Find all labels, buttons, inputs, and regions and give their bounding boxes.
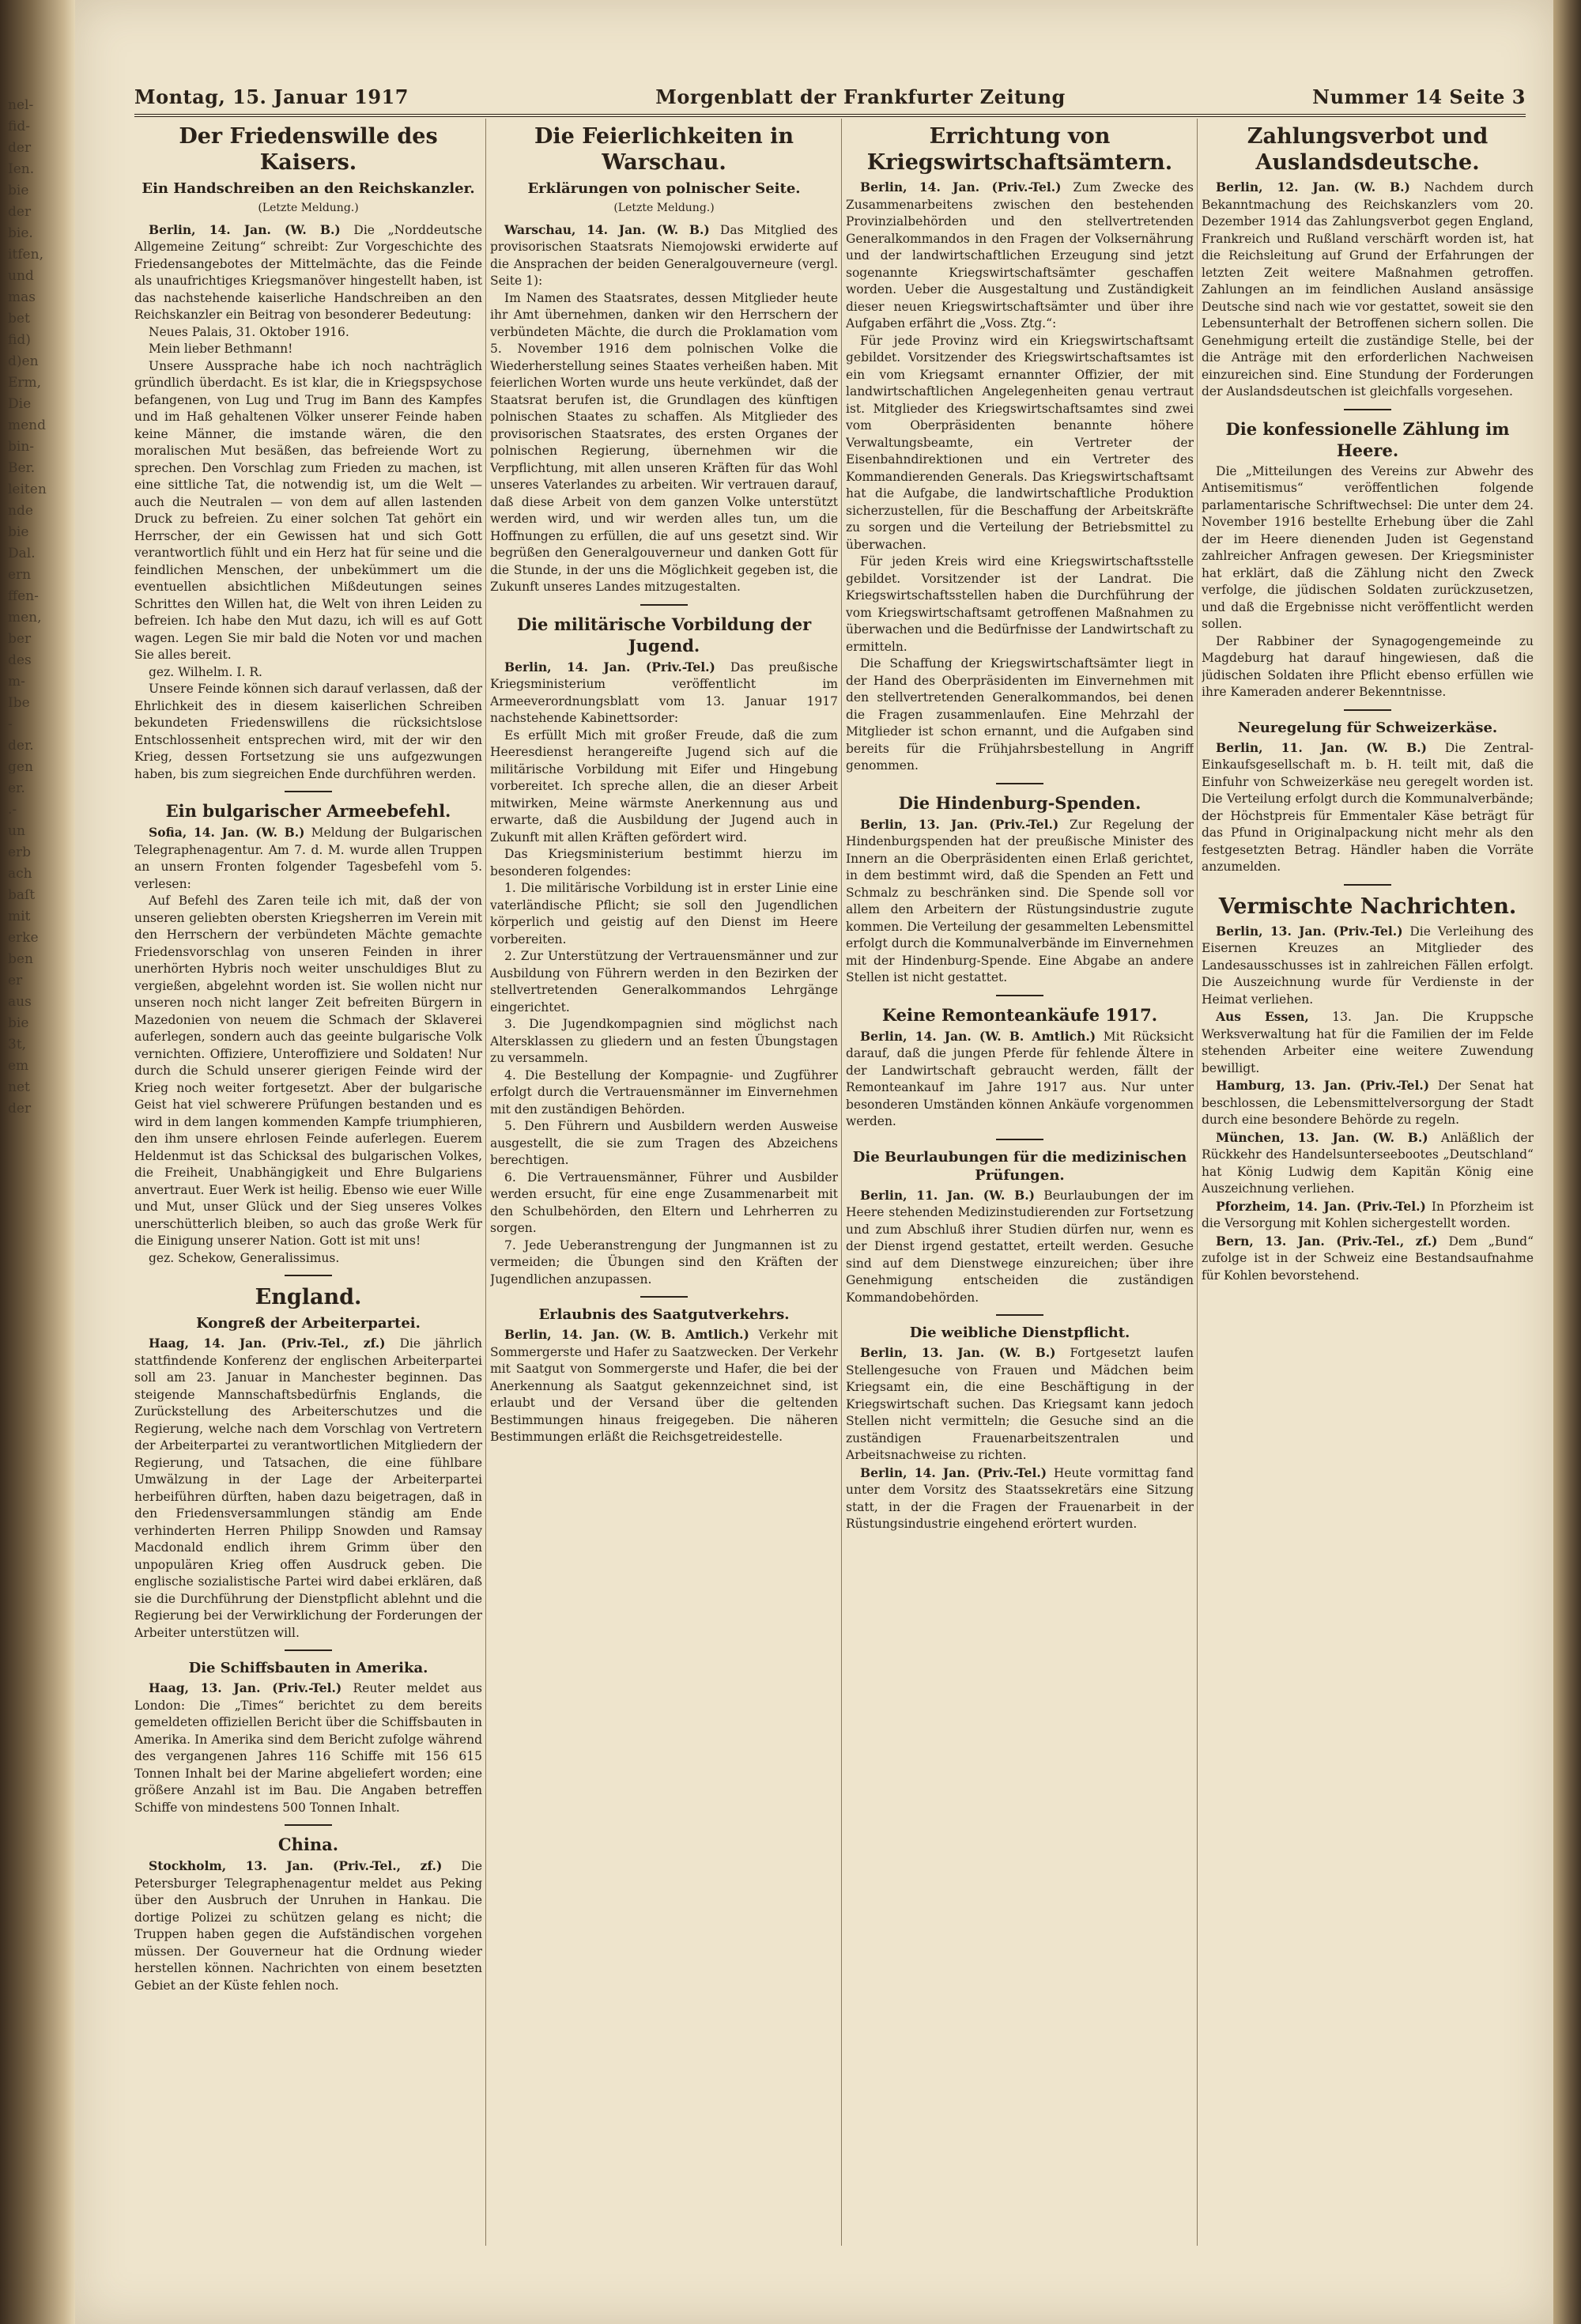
paragraph-text: Beurlaubungen der im Heere stehenden Medizinstudierenden zur Fortsetzung und zum Abschluß ihrer Studien dürfen nur, wenn es der Dienst irgend gestattet, erteilt werden. Gesuche sind auf dem Dienstwege einzureichen; über ihre Genehmigung entscheiden die zuständigen Kommandobehörden. [846, 1188, 1194, 1305]
paragraph-text: Fortgesetzt laufen Stellengesuche von Frauen und Mädchen beim Kriegsamt ein, die eine Beschäftigung in der Kriegswirtschaft suchen. Das Kriegsamt kann jedoch Stellen nicht vermitteln; die Gesuche sind an die zuständigen Frauenarbeitszentralen und Arbeitsnachweise zu richten. [846, 1346, 1194, 1462]
article-headline: Errichtung von Kriegswirtschaftsämtern. [866, 124, 1173, 175]
article-paragraph [846, 1344, 1194, 1464]
paragraph-text: Mit Rücksicht darauf, daß die jungen Pferde für fehlende Ältere in der Landwirtschaft gebraucht werden, fällt der Remonteankauf im Jahre 1917 aus. Nur unter besonderen Umständen können Ankäufe vorgenommen werden. [846, 1029, 1194, 1128]
article-subheadline: Kongreß der Arbeiterpartei. [196, 1315, 421, 1332]
article-paragraph [490, 1326, 838, 1446]
article-paragraph [1202, 1008, 1534, 1077]
paragraph-text: Das Mitglied des provisorischen Staatsrats Niemojowski erwiderte auf die Ansprachen der beiden Generalgouverneure (vergl. Seite 1): [490, 222, 838, 288]
article [134, 1824, 482, 1994]
article-headline: Keine Remonteankäufe 1917. [881, 1004, 1158, 1025]
article-paragraph [490, 221, 838, 290]
article-paragraph [134, 1335, 482, 1642]
article-paragraph [846, 179, 1194, 333]
paragraph-text: Dem „Bund“ zufolge ist in der Schweiz eine Bestandsaufnahme für Kohlen bevorstehend. [1202, 1234, 1534, 1283]
paragraph-text: Reuter meldet aus London: Die „Times“ berichtet zu dem bereits gemeldeten offiziellen Bericht über die Schiffsbauten in Amerika. In Amerika sind dem Bericht zufolge während des vergangenen Jahres 116 Schiffe mit 156 615 Tonnen Inhalt bei der Marine abgeliefert worden; eine größere Anzahl ist im Bau. Die Angaben betreffen Schiffe von mindestens 500 Tonnen Inhalt. [134, 1681, 482, 1815]
article-separator [285, 1649, 332, 1651]
article-paragraph [134, 824, 482, 893]
article-paragraph [490, 727, 838, 847]
dateline: Haag, 14. Jan. (Priv.-Tel., zf.) [149, 1336, 386, 1351]
article-headline: England. [255, 1285, 362, 1309]
article [490, 123, 838, 596]
dateline: Berlin, 12. Jan. (W. B.) [1216, 179, 1410, 195]
article-headline: Vermischte Nachrichten. [1218, 894, 1517, 919]
article-separator [285, 1824, 332, 1826]
article-headline: Ein bulgarischer Armeebefehl. [165, 801, 451, 821]
dateline: Berlin, 14. Jan. (W. B. Amtlich.) [504, 1327, 749, 1342]
article-paragraph [490, 659, 838, 727]
article-headline: Die konfessionelle Zählung im Heere. [1225, 418, 1510, 460]
paragraph-text: 3. Die Jugendkompagnien sind möglichst nach Altersklassen zu gliedern und an festen Übungstagen zu versammeln. [490, 1017, 838, 1065]
article-subheadline: Ein Handschreiben an den Reichskanzler. [141, 180, 475, 197]
paragraph-text: 6. Die Vertrauensmänner, Führer und Ausbilder werden ersucht, für eine enge Zusammenarbeit mit den Schulbehörden, den Eltern und Lehrherren zu sorgen. [490, 1170, 838, 1235]
dateline: Berlin, 11. Jan. (W. B.) [1216, 739, 1427, 755]
article-headline: Die militärische Vorbildung der Jugend. [516, 614, 812, 656]
article [134, 1275, 482, 1642]
paragraph-text: Der Rabbiner der Synagogengemeinde zu Magdeburg hat darauf hingewiesen, daß die jüdischen Soldaten ihre Pflicht ebenso erfüllen wie ihre Kameraden anderer Bekenntnisse. [1202, 633, 1534, 699]
dateline: Warschau, 14. Jan. (W. B.) [504, 221, 710, 237]
article-separator [1344, 409, 1391, 410]
dateline: Sofia, 14. Jan. (W. B.) [149, 825, 305, 840]
dateline: Hamburg, 13. Jan. (Priv.-Tel.) [1216, 1078, 1430, 1093]
article-subheadline: Erklärungen von polnischer Seite. [527, 180, 801, 197]
article [1202, 709, 1534, 876]
dateline: Berlin, 14. Jan. (W. B.) [149, 221, 341, 237]
paragraph-text: Die Zentral-Einkaufsgesellschaft m. b. H. teilt mit, daß die Einfuhr von Schweizerkäse neu geregelt worden ist. Die Verteilung erfolgt durch die Kommunalverbände; der Höchstpreis für Emmentaler Käse beträgt für das Pfund in Originalpackung nicht mehr als den festgesetzten Betrag. Händler haben die Vorräte anzumelden. [1202, 740, 1534, 874]
paragraph-text: Die Petersburger Telegraphenagentur meldet aus Peking über den Ausbruch der Unruhen in Hankau. Die dortige Polizei zu schützen gelang es nicht; die Truppen haben gegen die Aufständischen vorgehen müssen. Der Gouverneur hat die Ordnung wieder herstellen können. Nachrichten von einem besetzten Gebiet an der Küste fehlen noch. [134, 1859, 482, 1993]
paragraph-text: 2. Zur Unterstützung der Vertrauensmänner und zur Ausbildung von Führern werden in den Bezirken der stellvertretenden Generalkommandos Lehrgänge eingerichtet. [490, 949, 838, 1015]
article-separator [285, 791, 332, 792]
article [846, 1314, 1194, 1533]
article [1202, 884, 1534, 1285]
article-headline: Der Friedenswille des Kaisers. [179, 124, 438, 175]
paragraph-text: 5. Den Führern und Ausbildern werden Ausweise ausgestellt, die sie zum Tragen des Abzeichens berechtigen. [490, 1119, 838, 1167]
article-separator [996, 995, 1043, 996]
article [134, 791, 482, 1267]
paragraph-text: Meldung der Bulgarischen Telegraphenagentur. Am 7. d. M. wurde allen Truppen an unsern Fronten folgender Tagesbefehl vom 5. verlesen: [134, 826, 482, 891]
paragraph-text: Die jährlich stattfindende Konferenz der englischen Arbeiterpartei soll am 23. Januar in Manchester beginnen. Das steigende Mannschaftsbedürfnis Englands, die Zurückstellung des Arbeiterschutzes und die Regierung, welche nach dem Vorschlag von Vertretern der Arbeiterpartei zu verantwortlichen Mitgliedern der Regierung, und Tatsachen, die eine fühlbare Umwälzung in der Lage der Arbeiterpartei herbeiführen dürften, haben dazu beigetragen, daß in den Friedensversammlungen ständig am Ende verhinderten Herren Philipp Snowden und Ramsay Macdonald endlich ihrem Grimm über den unpopulären Krieg offen Ausdruck geben. Die englische sozialistische Partei wird dabei erklären, daß sie die Durchführung der Dienstpflicht ablehnt und die Regierung bei der Verwirklichung der Forderungen der Arbeiter unterstützen will. [134, 1336, 482, 1640]
article [1202, 409, 1534, 701]
paragraph-text: Die Verleihung des Eisernen Kreuzes an Mitglieder des Landesausschusses ist in zahlreichen Fällen erfolgt. Die Auszeichnung wurde für Verdienste in der Heimat verliehen. [1202, 924, 1534, 1007]
article-paragraph [1202, 923, 1534, 1009]
article-paragraph [490, 846, 838, 880]
article-paragraph [1202, 463, 1534, 633]
paragraph-text: Die Schaffung der Kriegswirtschaftsämter liegt in der Hand des Oberpräsidenten im Einvernehmen mit den stellvertretenden Generalkommandos, bei denen die Fragen zusammenlaufen. Eine Mehrzahl der Mitglieder ist schon ernannt, und die Aufgaben sind bereits für die Frühjahrsbestellung in Angriff genommen. [846, 656, 1194, 773]
article-paragraph [490, 1170, 838, 1238]
paragraph-text: Auf Befehl des Zaren teile ich mit, daß der von unseren geliebten obersten Kriegsherren im Verein mit den Herrschern der verbündeten Mächte gemachte Friedensvorschlag von unseren Feinden in ihrer unerhörten Hybris noch weiter unschuldiges Blut zu vergießen, abgelehnt worden ist. Sie wollen nicht nur unseren noch nicht langer Zeit befreiten Bürgern in Mazedonien von neuem die Schmach der Sklaverei auferlegen, sondern auch das geeinte bulgarische Volk vernichten. Offiziere, Unteroffiziere und Soldaten! Nur durch die Schuld unserer gierigen Feinde wird der Krieg noch weiter fortgesetzt. Aber der bulgarische Geist hat viel schwerere Prüfungen bestanden und es wird in dem langen kommenden Kampfe triumphieren, den ihm unsere ehrlosen Feinde auferlegen. Euerem Heldenmut ist das Schicksal des bulgarischen Volkes, die Freiheit, Unabhängigkeit und Ehre Bulgariens anvertraut. Euer Werk ist heilig. Ebenso wie euer Wille und Mut, unser Glück und der Sieg unseres Volkes unerschütterlich bleiben, so auch das große Werk für die Einigung unserer Nation. Gott ist mit uns! [134, 894, 482, 1248]
article-paragraph [490, 948, 838, 1016]
column-2 [490, 119, 838, 2254]
dateline: Berlin, 14. Jan. (W. B. Amtlich.) [860, 1028, 1096, 1044]
article-paragraph [490, 290, 838, 596]
article-paragraph [490, 1238, 838, 1289]
article [846, 783, 1194, 987]
masthead-issue: Nummer 14 Seite 3 [1312, 85, 1526, 108]
article-paragraph [1202, 1129, 1534, 1198]
article [846, 123, 1194, 775]
article-paragraph [1202, 1198, 1534, 1233]
paragraph-text: 1. Die militärische Vorbildung ist in erster Linie eine vaterländische Pflicht; sie soll den Jugendlichen körperlich und geistig auf den Dienst im Heere vorbereiten. [490, 881, 838, 947]
dateline: Berlin, 14. Jan. (Priv.-Tel.) [504, 659, 715, 675]
article-separator [1344, 884, 1391, 886]
article-paragraph [134, 1857, 482, 1994]
paragraph-text: Der Senat hat beschlossen, die Lebensmittelversorgung der Stadt durch eine besondere Behörde zu regeln. [1202, 1079, 1534, 1127]
paragraph-text: Unsere Feinde können sich darauf verlassen, daß der Ehrlichkeit des in diesem kaiserlichen Schreiben bekundeten Friedenswillens die rücksichtslose Entschlossenheit entsprechen wird, mit der wir den Krieg, dessen Fortsetzung sie uns aufgezwungen haben, bis zum siegreichen Ende durchführen werden. [134, 682, 482, 781]
paragraph-text: Anläßlich der Rückkehr des Handelsunterseebootes „Deutschland“ hat König Ludwig dem Kapitän König eine Auszeichnung verliehen. [1202, 1130, 1534, 1196]
paragraph-text: 13. Jan. Die Kruppsche Werksverwaltung hat für die Familien der im Felde stehenden Arbeiter eine weitere Zuwendung bewilligt. [1202, 1010, 1534, 1075]
dateline: Berlin, 13. Jan. (Priv.-Tel.) [860, 816, 1059, 832]
paragraph-text: Das Kriegsministerium bestimmt hierzu im besonderen folgendes: [490, 847, 838, 879]
book-binding [0, 0, 75, 2324]
masthead-title: Morgenblatt der Frankfurter Zeitung [655, 85, 1066, 108]
paragraph-text: Die „Mitteilungen des Vereins zur Abwehr des Antisemitismus“ veröffentlichen folgende parlamentarische Schriftwechsel: Die unter dem 24. November 1916 bestellte Erhebung über die Zahl der im Heere dienenden Juden ist Gegenstand zahlreicher Anfragen gewesen. Der Kriegsminister hat erklärt, daß die Zählung nicht den Zweck verfolge, die jüdischen Soldaten zurückzusetzen, und daß die Ergebnisse nicht veröffentlicht werden sollen. [1202, 463, 1534, 631]
column-1 [134, 119, 482, 2254]
article-headline: Die Beurlaubungen für die medizinischen Prüfungen. [852, 1148, 1187, 1184]
paragraph-text: Die „Norddeutsche Allgemeine Zeitung“ schreibt: Zur Vorgeschichte des Friedensangebotes der Mittelmächte, das die Feinde als unaufrichtiges Kriegsmanöver hingestellt haben, ist das nachstehende kaiserliche Handschreiben an den Reichskanzler ein Beitrag von besonderer Bedeutung: [134, 222, 482, 322]
article-paragraph [846, 1464, 1194, 1533]
article-note: (Letzte Meldung.) [258, 202, 359, 214]
column-rule [1197, 119, 1198, 2246]
article-paragraph [490, 880, 838, 948]
article [846, 1139, 1194, 1307]
article-separator [1344, 709, 1391, 711]
paragraph-text: Unsere Aussprache habe ich noch nachträglich gründlich überdacht. Es ist klar, die in Kriegspsychose befangenen, von Lug und Trug im Bann des Kampfes und im Haß gehaltenen Völker unserer Feinde haben keine Männer, die imstande wären, die den moralischen Mut besäßen, das befreiende Wort zu sprechen. Den Vorschlag zum Frieden zu machen, ist eine sittliche Tat, die notwendig ist, um die Welt — auch die Neutralen — von dem auf allen lastenden Druck zu befreien. Zu einer solchen Tat gehört ein Herrscher, der ein Gewissen hat und sich Gott verantwortlich fühlt und ein Herz hat für seine und die feindlichen Menschen, der unbekümmert um die eventuellen absichtlichen Mißdeutungen seines Schrittes den Willen hat, die Welt von ihren Leiden zu befreien. Ich habe den Mut dazu, ich will es auf Gott wagen. Legen Sie mir bald die Noten vor und machen Sie alles bereit. [134, 358, 482, 662]
masthead-date: Montag, 15. Januar 1917 [134, 85, 409, 108]
dateline: Berlin, 14. Jan. (Priv.-Tel.) [860, 1464, 1047, 1480]
column-3 [846, 119, 1194, 2254]
article-paragraph [490, 1016, 838, 1068]
article-paragraph [490, 1068, 838, 1119]
article-paragraph [846, 1028, 1194, 1131]
paragraph-text: Das preußische Kriegsministerium veröffentlicht im Armeeverordnungsblatt vom 13. Januar 1917 nachstehende Kabinettsorder: [490, 659, 838, 725]
column-rule [841, 119, 842, 2246]
paragraph-text: Für jeden Kreis wird eine Kriegswirtschaftsstelle gebildet. Vorsitzender ist der Landrat. Die Kriegswirtschaftsstellen haben die Durchführung der vom Kriegswirtschaftsamt getroffenen Maßnahmen zu überwachen und die Bedürfnisse der Landwirtschaft zu ermitteln. [846, 554, 1194, 654]
article [134, 1649, 482, 1816]
dateline: Bern, 13. Jan. (Priv.-Tel., zf.) [1216, 1233, 1438, 1249]
article [846, 995, 1194, 1131]
column-4 [1202, 119, 1534, 2254]
article-paragraph [1202, 1233, 1534, 1285]
article-paragraph [134, 1680, 482, 1816]
article-headline: Die Feierlichkeiten in Warschau. [534, 124, 794, 175]
paragraph-text: Für jede Provinz wird ein Kriegswirtschaftsamt gebildet. Vorsitzender des Kriegswirtschaftsamtes ist ein vom Kriegsamt ernannter Offizier, der mit landwirtschaftlichen Angelegenheiten genau vertraut ist. Mitglieder des Kriegswirtschaftsamtes sind zwei vom Oberpräsidenten benannte höhere Verwaltungsbeamte, ein Vertreter der Eisenbahndirektionen und ein Vertreter des Kommandierenden Generals. Das Kriegswirtschaftsamt hat die Aufgabe, die landwirtschaftliche Produktion sicherzustellen, für die Beschaffung der Arbeitskräfte zu sorgen und die Verteilung der Betriebsmittel zu überwachen. [846, 333, 1194, 552]
article [1202, 123, 1534, 401]
paragraph-text: Neues Palais, 31. Oktober 1916. [149, 324, 349, 339]
article-headline: Die Hindenburg-Spenden. [898, 792, 1141, 813]
paragraph-text: Zum Zwecke des Zusammenarbeitens zwischen den bestehenden Provinzialbehörden und den stellvertretenden Generalkommandos in den Fragen der Volksernährung und der landwirtschaftlichen Erzeugung sind jetzt sogenannte Kriegswirtschaftsämter geschaffen worden. Ueber die Ausgestaltung und Zuständigkeit dieser neuen Kriegswirtschaftsämter und über ihre Aufgaben erfährt die „Voss. Ztg.“: [846, 180, 1194, 331]
newspaper-page [75, 0, 1553, 2324]
paragraph-text: 7. Jede Ueberanstrengung der Jungmannen ist zu vermeiden; die Übungen sind den Kräften der Jugendlichen anzupassen. [490, 1238, 838, 1287]
paragraph-text: gez. Wilhelm. I. R. [149, 664, 262, 679]
paragraph-text: 4. Die Bestellung der Kompagnie- und Zugführer erfolgt durch die Vertrauensmänner im Einvernehmen mit den zuständigen Behörden. [490, 1068, 838, 1117]
dateline: Berlin, 14. Jan. (Priv.-Tel.) [860, 179, 1062, 195]
dateline: Pforzheim, 14. Jan. (Priv.-Tel.) [1216, 1198, 1426, 1214]
article-paragraph [846, 1187, 1194, 1307]
paragraph-text: Nachdem durch Bekanntmachung des Reichskanzlers vom 20. Dezember 1914 das Zahlungsverbot gegen England, Frankreich und Rußland verschärft worden ist, hat die Reichsleitung auf Grund der Erfahrungen der letzten Zeit weitere Maßnahmen getroffen. Zahlungen an im feindlichen Ausland ansässige Deutsche sind nach wie vor gestattet, soweit sie den Lebensunterhalt der Betroffenen sichern sollen. Die Genehmigung erteilt die zuständige Stelle, bei der die Anträge mit den erforderlichen Nachweisen einzureichen sind. Eine Stundung der Forderungen der Auslandsdeutschen ist gleichfalls vorgesehen. [1202, 180, 1534, 399]
article-headline: Zahlungsverbot und Auslandsdeutsche. [1247, 124, 1489, 175]
paragraph-text: Im Namen des Staatsrates, dessen Mitglieder heute ihr Amt übernehmen, danken wir den Herrschern der verbündeten Mächte, die durch die Proklamation vom 5. November 1916 dem polnischen Volke die Wiederherstellung seines Staates verheißen haben. Mit feierlichen Worten wurde uns heute verkündet, daß der Staatsrat berufen ist, die Grundlagen des künftigen polnischen Staates zu schaffen. Als Mitglieder des provisorischen Staatsrates, des ersten Organes der polnischen Regierung, übernehmen wir die Verpflichtung, mit allen unseren Kräften für das Wohl unseres Vaterlandes zu arbeiten. Wir vertrauen darauf, daß diese Arbeit von dem ganzen Volke unterstützt werden wird, und wir werden alles tun, um die Hoffnungen zu erfüllen, die auf uns gesetzt sind. Wir begrüßen den Generalgouverneur und danken Gott für die Stunde, in der uns die Möglichkeit gegeben ist, die Zukunft unseres Landes mitzugestalten. [490, 290, 838, 594]
page-edge [1553, 0, 1581, 2324]
article [134, 123, 482, 783]
article [490, 604, 838, 1289]
dateline: Haag, 13. Jan. (Priv.-Tel.) [149, 1680, 342, 1695]
paragraph-text: Zur Regelung der Hindenburgspenden hat der preußische Minister des Innern an die Oberpräsidenten einen Erlaß gerichtet, in dem bestimmt wird, daß die Spenden an Fett und Schmalz zu beschränken sind. Die Spende soll vor allem den Arbeitern der Rüstungsindustrie zugute kommen. Die Verteilung der gesammelten Lebensmittel erfolgt durch die Kommunalverbände im Einvernehmen mit der Hindenburg-Spende. Eine Abgabe an andere Stellen ist nicht gestattet. [846, 817, 1194, 984]
article-note: (Letzte Meldung.) [613, 202, 715, 214]
dateline: München, 13. Jan. (W. B.) [1216, 1129, 1428, 1145]
article-paragraph [1202, 179, 1534, 401]
article-headline: China. [277, 1835, 339, 1854]
article-paragraph [1202, 1077, 1534, 1129]
article-paragraph [1202, 739, 1534, 876]
dateline: Berlin, 13. Jan. (W. B.) [860, 1345, 1056, 1360]
article-separator [640, 604, 688, 606]
dateline: Stockholm, 13. Jan. (Priv.-Tel., zf.) [149, 1858, 443, 1873]
article-paragraph [134, 358, 482, 664]
column-rule [485, 119, 486, 2246]
article-paragraph [134, 893, 482, 1250]
article-separator [996, 1139, 1043, 1140]
dateline: Aus Essen, [1216, 1009, 1309, 1024]
article-separator [996, 1314, 1043, 1316]
article-separator [640, 1296, 688, 1298]
article-paragraph [134, 664, 482, 682]
article-paragraph [846, 816, 1194, 987]
article-headline: Erlaubnis des Saatgutverkehrs. [538, 1306, 790, 1323]
paragraph-text: Verkehr mit Sommergerste und Hafer zu Saatzwecken. Der Verkehr mit Saatgut von Sommergerste und Hafer, die bei der Anerkennung als Saatgut gekennzeichnet sind, ist erlaubt und der Versand über die geltenden Bestimmungen hinaus freigegeben. Die näheren Bestimmungen erläßt die Reichsgetreidestelle. [490, 1328, 838, 1444]
article-headline: Die weibliche Dienstpflicht. [909, 1324, 1130, 1341]
article-paragraph [490, 1118, 838, 1170]
article-paragraph [846, 333, 1194, 554]
article-headline: Neuregelung für Schweizerkäse. [1237, 719, 1498, 736]
paragraph-text: In Pforzheim ist die Versorgung mit Kohlen sichergestellt worden. [1202, 1199, 1534, 1230]
paragraph-text: Heute vormittag fand unter dem Vorsitz des Staatssekretärs eine Sitzung statt, in der die Fragen der Frauenarbeit in der Rüstungsindustrie eingehend erörtert wurden. [846, 1465, 1194, 1531]
dateline: Berlin, 13. Jan. (Priv.-Tel.) [1216, 923, 1403, 939]
article-paragraph [846, 656, 1194, 775]
article-paragraph [134, 681, 482, 783]
article-headline: Die Schiffsbauten in Amerika. [188, 1660, 428, 1676]
article-paragraph [134, 324, 482, 342]
paragraph-text: Es erfüllt Mich mit großer Freude, daß die zum Heeresdienst herangereifte Jugend sich auf die militärische Vorbildung mit Eifer und Hingebung vorbereitet. Ich spreche allen, die an dieser Arbeit mitwirken, Meine wärmste Anerkennung aus und erwarte, daß die Ausbildung der Jugend auch in Zukunft mit allen Kräften gefördert wird. [490, 727, 838, 845]
article [490, 1296, 838, 1446]
paragraph-text: Mein lieber Bethmann! [149, 342, 293, 356]
article-paragraph [134, 221, 482, 324]
dateline: Berlin, 11. Jan. (W. B.) [860, 1187, 1035, 1203]
article-paragraph [1202, 633, 1534, 701]
previous-page-edge-text: nel- fid- der Ien. bie der bie. itfen, und mas bet fid) d)en Erm, Die mend bin- Ber. leiten nde bie Dal. ern ffen- men, ber des m- Ibe - der. gen er. .- un erb ach baſt mit erke ben er aus bie 3t, em net der [8, 97, 47, 1117]
paragraph-text: gez. Schekow, Generalissimus. [149, 1250, 340, 1265]
article-paragraph [134, 341, 482, 358]
masthead [134, 79, 1526, 117]
article-separator [996, 783, 1043, 784]
article-separator [285, 1275, 332, 1276]
article-paragraph [846, 554, 1194, 656]
article-paragraph [134, 1250, 482, 1268]
